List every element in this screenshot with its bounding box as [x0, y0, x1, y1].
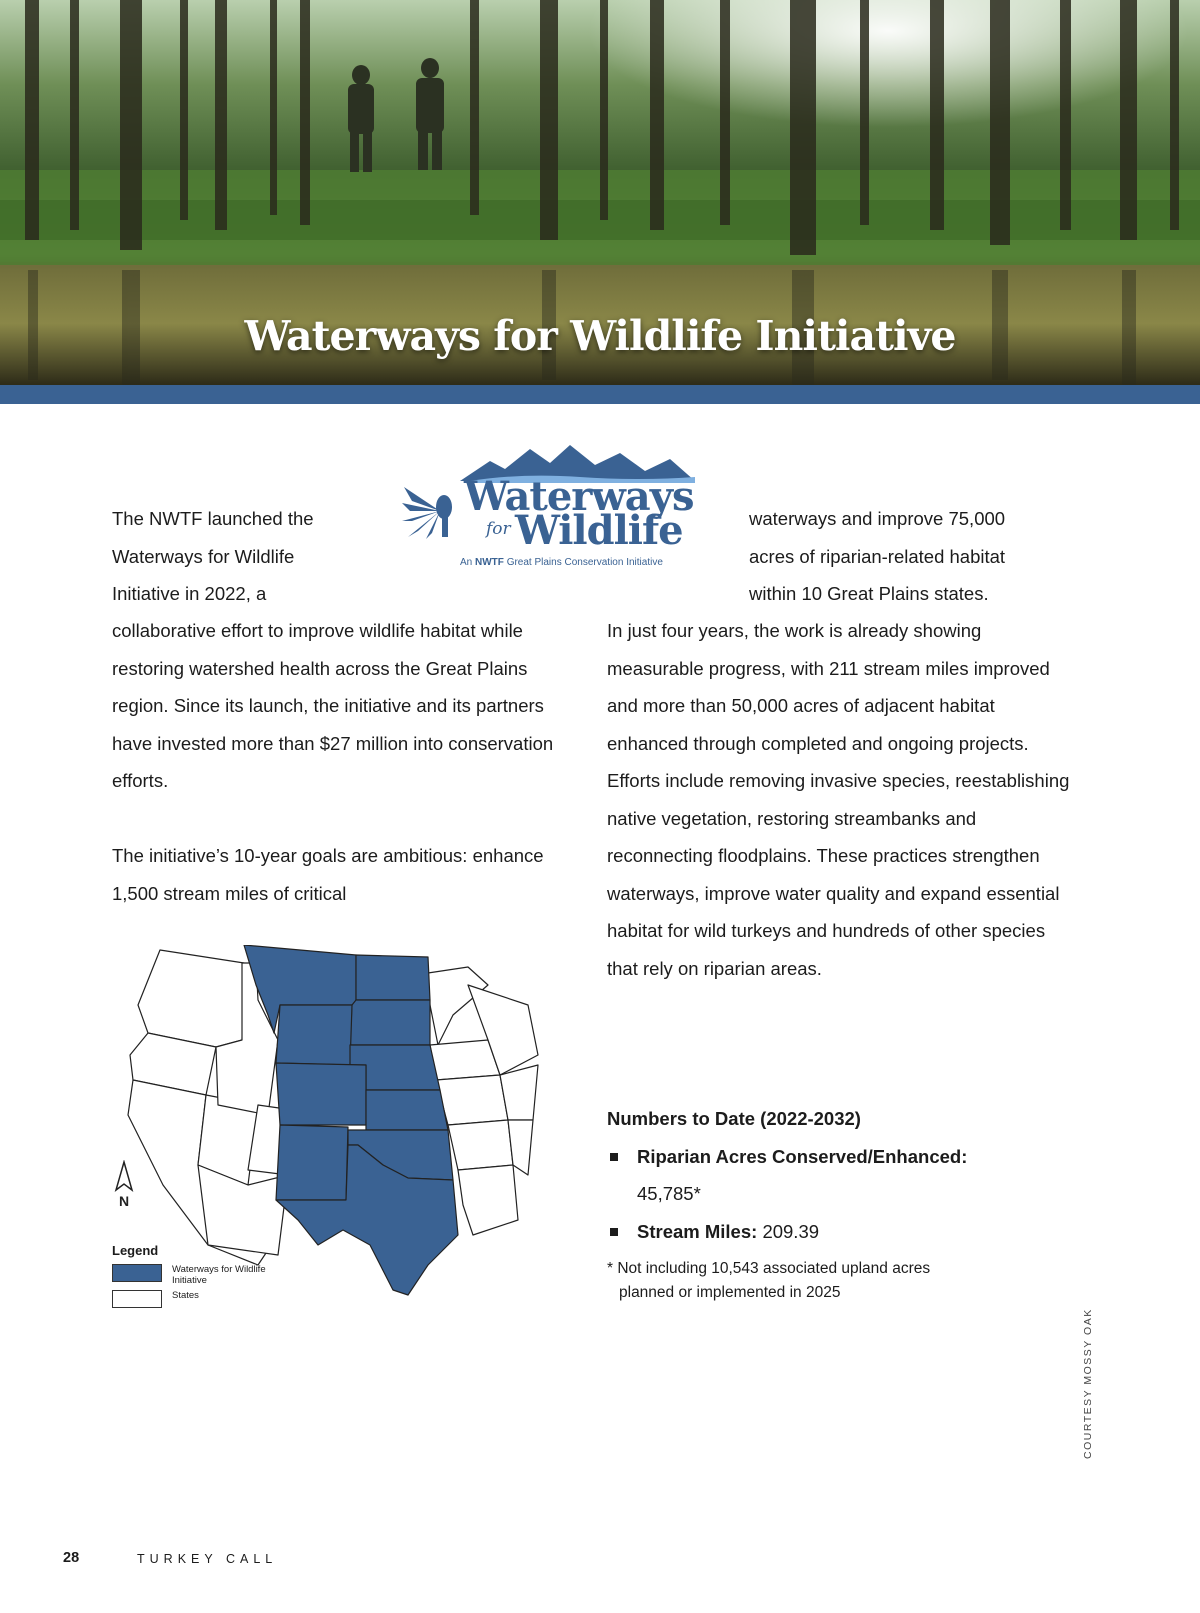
north-arrow-icon: [112, 1160, 136, 1210]
state-kansas: [366, 1090, 448, 1130]
state-shape: [436, 1075, 508, 1125]
state-north-dakota: [356, 955, 430, 1000]
paragraph: The initiative’s 10-year goals are ambitious: enhance 1,500 stream miles of critical: [112, 845, 544, 904]
paragraph: collaborative effort to improve wildlife habitat while restoring watershed health across the Great Plains region. Since its launch, the initiative and its partners have invested more than $27 million into conservation efforts.: [112, 620, 554, 791]
page-number: 28: [63, 1550, 80, 1566]
stat-label: Stream Miles:: [637, 1220, 758, 1242]
text-line: waterways and improve 75,000: [749, 508, 1006, 529]
stat-value: 45,785*: [637, 1183, 701, 1204]
magazine-name: TURKEY CALL: [137, 1552, 278, 1566]
footnote-line: * Not including 10,543 associated upland acres: [607, 1260, 931, 1277]
logo-word-for: for: [486, 519, 511, 539]
left-column-body: [112, 612, 572, 912]
right-column-intro: [749, 500, 1079, 613]
legend-item: [112, 1288, 199, 1310]
bullet-icon: [610, 1153, 618, 1161]
turkey-feather-icon: [400, 481, 456, 541]
photo-credit: COURTESY MOSSY OAK: [1082, 1308, 1094, 1459]
state-new-mexico: [276, 1125, 348, 1200]
north-label: N: [118, 1193, 130, 1209]
left-column-intro: [112, 500, 352, 613]
paragraph: In just four years, the work is already showing measurable progress, with 211 stream miles improved and more than 50,000 acres of adjacent habitat enhanced through completed and ongoing projects. Efforts include removing invasive species, reestablishing native vegetation, restoring streambanks and reconnecting floodplains. These practices strengthen waterways, improve water quality and expand essential habitat for wild turkeys and hundreds of other species that rely on riparian areas.: [607, 620, 1070, 979]
stats-footnote: [607, 1257, 1027, 1305]
text-line: acres of riparian-related habitat: [749, 545, 1006, 567]
stats-heading: Numbers to Date (2022-2032): [607, 1108, 861, 1129]
bullet-icon: [610, 1228, 618, 1236]
hero-photo: [0, 0, 1200, 385]
stat-value: 209.39: [762, 1220, 820, 1242]
text-line: The NWTF launched the: [112, 508, 314, 529]
map-legend: [112, 1243, 266, 1310]
state-shape: [138, 950, 244, 1047]
right-column-body: [607, 612, 1077, 987]
hero-accent-bar: [0, 385, 1200, 404]
state-shape: [458, 1165, 518, 1235]
legend-item: [112, 1262, 266, 1286]
text-line: Initiative in 2022, a: [112, 583, 267, 604]
logo-word-wildlife: Wildlife: [515, 507, 683, 554]
legend-label: Waterways for Wildlife Initiative: [172, 1264, 266, 1286]
footnote-line: planned or implemented in 2025: [619, 1284, 841, 1301]
legend-label: States: [172, 1290, 199, 1301]
text-line: Waterways for Wildlife: [112, 545, 295, 567]
state-colorado: [276, 1063, 366, 1125]
stat-item: [607, 1138, 1077, 1213]
legend-swatch-states: [112, 1290, 162, 1308]
page-title: Waterways for Wildlife Initiative: [244, 312, 956, 360]
state-wyoming: [276, 1005, 352, 1065]
stat-label: Riparian Acres Conserved/Enhanced:: [637, 1145, 968, 1167]
state-south-dakota: [350, 1000, 430, 1045]
numbers-to-date: [607, 1100, 1077, 1250]
state-shape: [448, 1120, 513, 1170]
logo-tagline: An NWTF Great Plains Conservation Initiative: [460, 557, 663, 568]
stat-item: [607, 1213, 1077, 1251]
waterways-for-wildlife-logo: [400, 443, 705, 575]
text-line: within 10 Great Plains states.: [749, 583, 989, 604]
legend-swatch-initiative: [112, 1264, 162, 1282]
legend-title: Legend: [112, 1243, 159, 1258]
logo-word-waterways: Waterways: [464, 473, 694, 520]
